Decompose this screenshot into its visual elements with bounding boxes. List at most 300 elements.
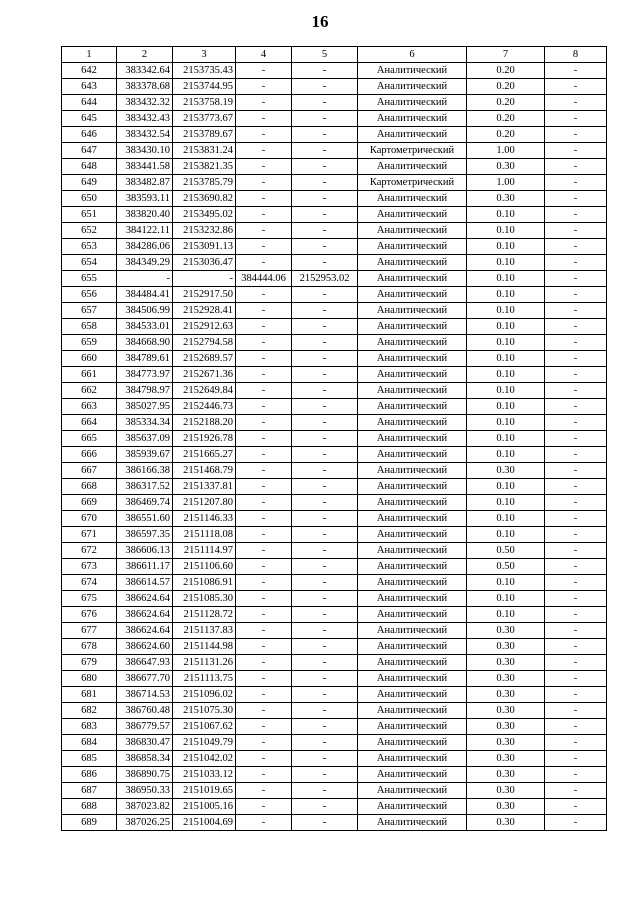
table-cell: - (292, 111, 358, 127)
table-cell: - (545, 239, 607, 255)
table-row (62, 79, 607, 95)
table-cell: 386614.57 (117, 575, 173, 591)
coordinates-table (61, 46, 607, 831)
table-cell: - (545, 751, 607, 767)
table-cell: - (545, 159, 607, 175)
table-cell: 387026.25 (117, 815, 173, 831)
table-cell: - (545, 799, 607, 815)
table-row (62, 559, 607, 575)
table-cell: Аналитический (358, 607, 467, 623)
table-row (62, 319, 607, 335)
page-number: 16 (311, 12, 329, 31)
table-cell: - (545, 111, 607, 127)
table-cell: 0.10 (467, 223, 545, 239)
table-cell: 0.10 (467, 527, 545, 543)
table-cell: - (545, 463, 607, 479)
table-cell: - (292, 367, 358, 383)
table-cell: 643 (62, 79, 117, 95)
table-cell: 386950.33 (117, 783, 173, 799)
table-row (62, 415, 607, 431)
table-cell: - (545, 671, 607, 687)
table-cell: 0.10 (467, 607, 545, 623)
table-cell: 2151118.08 (173, 527, 236, 543)
table-row (62, 207, 607, 223)
table-cell: 683 (62, 719, 117, 735)
table-cell: - (292, 735, 358, 751)
table-cell: 0.10 (467, 431, 545, 447)
table-cell: 386624.64 (117, 607, 173, 623)
table-cell: 649 (62, 175, 117, 191)
table-cell: 2151085.30 (173, 591, 236, 607)
table-cell: 384286.06 (117, 239, 173, 255)
table-cell: 656 (62, 287, 117, 303)
table-cell: 385027.95 (117, 399, 173, 415)
table-cell: 2152928.41 (173, 303, 236, 319)
table-cell: - (545, 687, 607, 703)
table-cell: - (292, 639, 358, 655)
table-cell: Аналитический (358, 623, 467, 639)
table-row (62, 431, 607, 447)
table-cell: - (236, 111, 292, 127)
table-cell: 661 (62, 367, 117, 383)
table-cell: - (292, 207, 358, 223)
table-cell: 688 (62, 799, 117, 815)
table-cell: 663 (62, 399, 117, 415)
table-cell: - (117, 271, 173, 287)
table-cell: - (545, 511, 607, 527)
table-cell: 2153690.82 (173, 191, 236, 207)
table-cell: 0.30 (467, 799, 545, 815)
table-row (62, 383, 607, 399)
table-cell: 659 (62, 335, 117, 351)
table-cell: 2151113.75 (173, 671, 236, 687)
table-row (62, 623, 607, 639)
table-cell: - (292, 783, 358, 799)
table-cell: - (292, 319, 358, 335)
table-cell: - (236, 255, 292, 271)
table-cell: 0.20 (467, 63, 545, 79)
table-cell: 385334.34 (117, 415, 173, 431)
table-cell: - (292, 79, 358, 95)
table-cell: - (545, 175, 607, 191)
table-body (62, 63, 607, 831)
table-cell: 2151131.26 (173, 655, 236, 671)
table-cell: - (292, 623, 358, 639)
table-cell: - (236, 191, 292, 207)
table-cell: 384444.06 (236, 271, 292, 287)
table-cell: - (236, 63, 292, 79)
table-cell: - (236, 383, 292, 399)
column-header: 2 (117, 47, 173, 63)
table-cell: - (292, 815, 358, 831)
table-cell: 2153232.86 (173, 223, 236, 239)
table-cell: 386858.34 (117, 751, 173, 767)
table-row (62, 767, 607, 783)
table-cell: - (236, 751, 292, 767)
table-cell: - (545, 367, 607, 383)
table-cell: 2151128.72 (173, 607, 236, 623)
table-cell: 386597.35 (117, 527, 173, 543)
table-cell: Аналитический (358, 351, 467, 367)
table-row (62, 591, 607, 607)
column-header: 1 (62, 47, 117, 63)
table-cell: - (292, 591, 358, 607)
table-cell: 687 (62, 783, 117, 799)
table-cell: - (545, 815, 607, 831)
table-cell: 2153821.35 (173, 159, 236, 175)
table-cell: 0.50 (467, 543, 545, 559)
table-cell: 2151106.60 (173, 559, 236, 575)
table-cell: - (545, 575, 607, 591)
table-cell: 0.20 (467, 79, 545, 95)
table-cell: Аналитический (358, 511, 467, 527)
table-cell: 2153036.47 (173, 255, 236, 271)
table-cell: 664 (62, 415, 117, 431)
table-cell: 0.10 (467, 207, 545, 223)
table-cell: 383430.10 (117, 143, 173, 159)
table-cell: - (236, 527, 292, 543)
table-cell: 0.30 (467, 671, 545, 687)
table-cell: 2153831.24 (173, 143, 236, 159)
table-cell: - (292, 335, 358, 351)
table-cell: Аналитический (358, 159, 467, 175)
table-cell: 648 (62, 159, 117, 175)
table-cell: - (292, 351, 358, 367)
table-row (62, 239, 607, 255)
table-cell: - (545, 479, 607, 495)
column-header: 7 (467, 47, 545, 63)
table-cell: 1.00 (467, 143, 545, 159)
table-cell: Аналитический (358, 671, 467, 687)
table-cell: 2151114.97 (173, 543, 236, 559)
table-cell: 386611.17 (117, 559, 173, 575)
table-cell: - (292, 575, 358, 591)
table-cell: - (545, 287, 607, 303)
table-cell: 2151075.30 (173, 703, 236, 719)
table-cell: 2151096.02 (173, 687, 236, 703)
table-cell: Аналитический (358, 527, 467, 543)
table-cell: 386830.47 (117, 735, 173, 751)
table-cell: - (292, 63, 358, 79)
table-cell: 677 (62, 623, 117, 639)
table-cell: 665 (62, 431, 117, 447)
table-cell: 0.30 (467, 463, 545, 479)
table-cell: Аналитический (358, 255, 467, 271)
table-cell: - (236, 623, 292, 639)
table-cell: 662 (62, 383, 117, 399)
table-cell: - (292, 191, 358, 207)
table-cell: 2153495.02 (173, 207, 236, 223)
table-cell: - (236, 79, 292, 95)
table-cell: - (545, 271, 607, 287)
table-cell: - (545, 767, 607, 783)
table-cell: - (236, 639, 292, 655)
table-cell: - (545, 527, 607, 543)
table-cell: - (236, 735, 292, 751)
table-cell: 2151146.33 (173, 511, 236, 527)
table-cell: 684 (62, 735, 117, 751)
table-cell: - (545, 191, 607, 207)
table-cell: 668 (62, 479, 117, 495)
table-cell: - (292, 799, 358, 815)
table-cell: 673 (62, 559, 117, 575)
table-cell: 386166.38 (117, 463, 173, 479)
table-cell: - (292, 511, 358, 527)
table-cell: - (545, 383, 607, 399)
table-cell: - (236, 575, 292, 591)
table-cell: - (236, 703, 292, 719)
table-cell: 679 (62, 655, 117, 671)
table-cell: 675 (62, 591, 117, 607)
table-cell: 386469.74 (117, 495, 173, 511)
table-row (62, 287, 607, 303)
table-header-row (62, 47, 607, 63)
table-row (62, 351, 607, 367)
table-cell: 384349.29 (117, 255, 173, 271)
table-cell: 0.30 (467, 719, 545, 735)
table-cell: 2151033.12 (173, 767, 236, 783)
table-cell: 650 (62, 191, 117, 207)
table-cell: 0.30 (467, 159, 545, 175)
table-cell: - (545, 719, 607, 735)
table-cell: 2151067.62 (173, 719, 236, 735)
table-row (62, 479, 607, 495)
table-cell: 681 (62, 687, 117, 703)
table-cell: 383432.32 (117, 95, 173, 111)
table-cell: Аналитический (358, 543, 467, 559)
table-cell: 2152912.63 (173, 319, 236, 335)
table-cell: - (236, 607, 292, 623)
table-cell: Картометрический (358, 143, 467, 159)
table-cell: 689 (62, 815, 117, 831)
table-cell: Аналитический (358, 767, 467, 783)
table-cell: 670 (62, 511, 117, 527)
table-row (62, 575, 607, 591)
table-cell: - (236, 655, 292, 671)
table-cell: - (236, 767, 292, 783)
table-cell: 2151665.27 (173, 447, 236, 463)
table-row (62, 463, 607, 479)
table-cell: - (292, 287, 358, 303)
table-row (62, 527, 607, 543)
table-row (62, 159, 607, 175)
table-cell: 0.10 (467, 575, 545, 591)
column-header: 4 (236, 47, 292, 63)
table-cell: - (545, 639, 607, 655)
table-cell: 384773.97 (117, 367, 173, 383)
table-cell: 2151926.78 (173, 431, 236, 447)
table-cell: 383432.54 (117, 127, 173, 143)
table-cell: 0.30 (467, 703, 545, 719)
table-row (62, 127, 607, 143)
table-cell: Аналитический (358, 495, 467, 511)
table-cell: Аналитический (358, 415, 467, 431)
table-cell: - (292, 687, 358, 703)
table-cell: - (236, 143, 292, 159)
table-cell: 385637.09 (117, 431, 173, 447)
table-cell: 0.10 (467, 591, 545, 607)
table-cell: - (545, 703, 607, 719)
table-cell: 2151042.02 (173, 751, 236, 767)
table-cell: 0.10 (467, 495, 545, 511)
table-cell: 642 (62, 63, 117, 79)
table-cell: 2152188.20 (173, 415, 236, 431)
table-cell: - (292, 447, 358, 463)
table-cell: 660 (62, 351, 117, 367)
table-cell: - (292, 703, 358, 719)
table-cell: 2151337.81 (173, 479, 236, 495)
table-cell: 2151137.83 (173, 623, 236, 639)
table-cell: 646 (62, 127, 117, 143)
table-cell: Аналитический (358, 703, 467, 719)
table-cell: - (236, 287, 292, 303)
table-cell: 384789.61 (117, 351, 173, 367)
table-cell: 0.50 (467, 559, 545, 575)
table-cell: 2153758.19 (173, 95, 236, 111)
table-cell: 0.30 (467, 735, 545, 751)
table-cell: - (545, 95, 607, 111)
column-header: 8 (545, 47, 607, 63)
table-cell: 0.30 (467, 815, 545, 831)
table-cell: 0.10 (467, 239, 545, 255)
table-cell: - (236, 399, 292, 415)
table-cell: 0.30 (467, 767, 545, 783)
table-cell: Аналитический (358, 639, 467, 655)
table-cell: - (236, 431, 292, 447)
table-cell: 1.00 (467, 175, 545, 191)
table-cell: - (545, 223, 607, 239)
table-cell: 647 (62, 143, 117, 159)
table-cell: 658 (62, 319, 117, 335)
table-cell: 0.10 (467, 399, 545, 415)
table-cell: 384506.99 (117, 303, 173, 319)
table-cell: 2152953.02 (292, 271, 358, 287)
table-row (62, 271, 607, 287)
table-cell: - (236, 511, 292, 527)
table-cell: - (236, 479, 292, 495)
table-cell: 386624.60 (117, 639, 173, 655)
table-cell: - (545, 623, 607, 639)
table-cell: 0.10 (467, 351, 545, 367)
table-cell: - (545, 655, 607, 671)
table-cell: - (545, 79, 607, 95)
table-row (62, 735, 607, 751)
table-cell: 652 (62, 223, 117, 239)
table-cell: 0.10 (467, 415, 545, 431)
table-cell: - (236, 127, 292, 143)
table-cell: Аналитический (358, 447, 467, 463)
table-cell: 666 (62, 447, 117, 463)
table-cell: - (545, 127, 607, 143)
table-cell: Аналитический (358, 303, 467, 319)
table-cell: - (292, 143, 358, 159)
table-cell: - (545, 255, 607, 271)
table-cell: 2153785.79 (173, 175, 236, 191)
table-cell: 2153735.43 (173, 63, 236, 79)
table-cell: 644 (62, 95, 117, 111)
table-cell: 2152917.50 (173, 287, 236, 303)
table-cell: 2153773.67 (173, 111, 236, 127)
table-cell: 0.20 (467, 127, 545, 143)
table-row (62, 607, 607, 623)
table-row (62, 751, 607, 767)
table-cell: Аналитический (358, 799, 467, 815)
table-cell: Аналитический (358, 575, 467, 591)
table-cell: Аналитический (358, 559, 467, 575)
table-cell: Аналитический (358, 431, 467, 447)
table-cell: - (236, 335, 292, 351)
table-cell: 384122.11 (117, 223, 173, 239)
table-cell: 386677.70 (117, 671, 173, 687)
table-cell: Аналитический (358, 751, 467, 767)
table-cell: - (236, 223, 292, 239)
table-cell: - (292, 543, 358, 559)
table-cell: 2152446.73 (173, 399, 236, 415)
table-cell: Аналитический (358, 735, 467, 751)
table-cell: Аналитический (358, 783, 467, 799)
table-cell: 674 (62, 575, 117, 591)
table-cell: - (545, 335, 607, 351)
table-cell: 676 (62, 607, 117, 623)
table-cell: 386714.53 (117, 687, 173, 703)
table-cell: - (236, 415, 292, 431)
table-cell: - (236, 319, 292, 335)
table-cell: 667 (62, 463, 117, 479)
table-cell: 383593.11 (117, 191, 173, 207)
table-cell: Аналитический (358, 399, 467, 415)
table-row (62, 511, 607, 527)
table-cell: 0.10 (467, 383, 545, 399)
table-cell: Аналитический (358, 223, 467, 239)
table-cell: - (236, 591, 292, 607)
table-cell: Аналитический (358, 79, 467, 95)
table-row (62, 143, 607, 159)
table-cell: Аналитический (358, 719, 467, 735)
table-cell: 2151049.79 (173, 735, 236, 751)
table-cell: Аналитический (358, 335, 467, 351)
table-cell: 386779.57 (117, 719, 173, 735)
table-cell: 0.10 (467, 367, 545, 383)
table-cell: - (545, 447, 607, 463)
table-cell: 0.10 (467, 255, 545, 271)
table-cell: 0.30 (467, 655, 545, 671)
table-cell: 651 (62, 207, 117, 223)
table-cell: - (292, 655, 358, 671)
table-cell: - (292, 383, 358, 399)
table-row (62, 719, 607, 735)
table-cell: - (292, 751, 358, 767)
table-cell: - (236, 303, 292, 319)
table-row (62, 399, 607, 415)
table-row (62, 495, 607, 511)
table-cell: Аналитический (358, 63, 467, 79)
table-cell: - (545, 303, 607, 319)
table-row (62, 639, 607, 655)
table-cell: - (292, 175, 358, 191)
table-cell: - (292, 223, 358, 239)
table-cell: - (292, 559, 358, 575)
table-cell: Аналитический (358, 479, 467, 495)
table-cell: 686 (62, 767, 117, 783)
table-cell: - (545, 399, 607, 415)
table-cell: - (292, 495, 358, 511)
table-cell: 2151086.91 (173, 575, 236, 591)
table-cell: 654 (62, 255, 117, 271)
table-cell: 2151004.69 (173, 815, 236, 831)
table-cell: 2152671.36 (173, 367, 236, 383)
table-row (62, 783, 607, 799)
table-cell: - (545, 207, 607, 223)
